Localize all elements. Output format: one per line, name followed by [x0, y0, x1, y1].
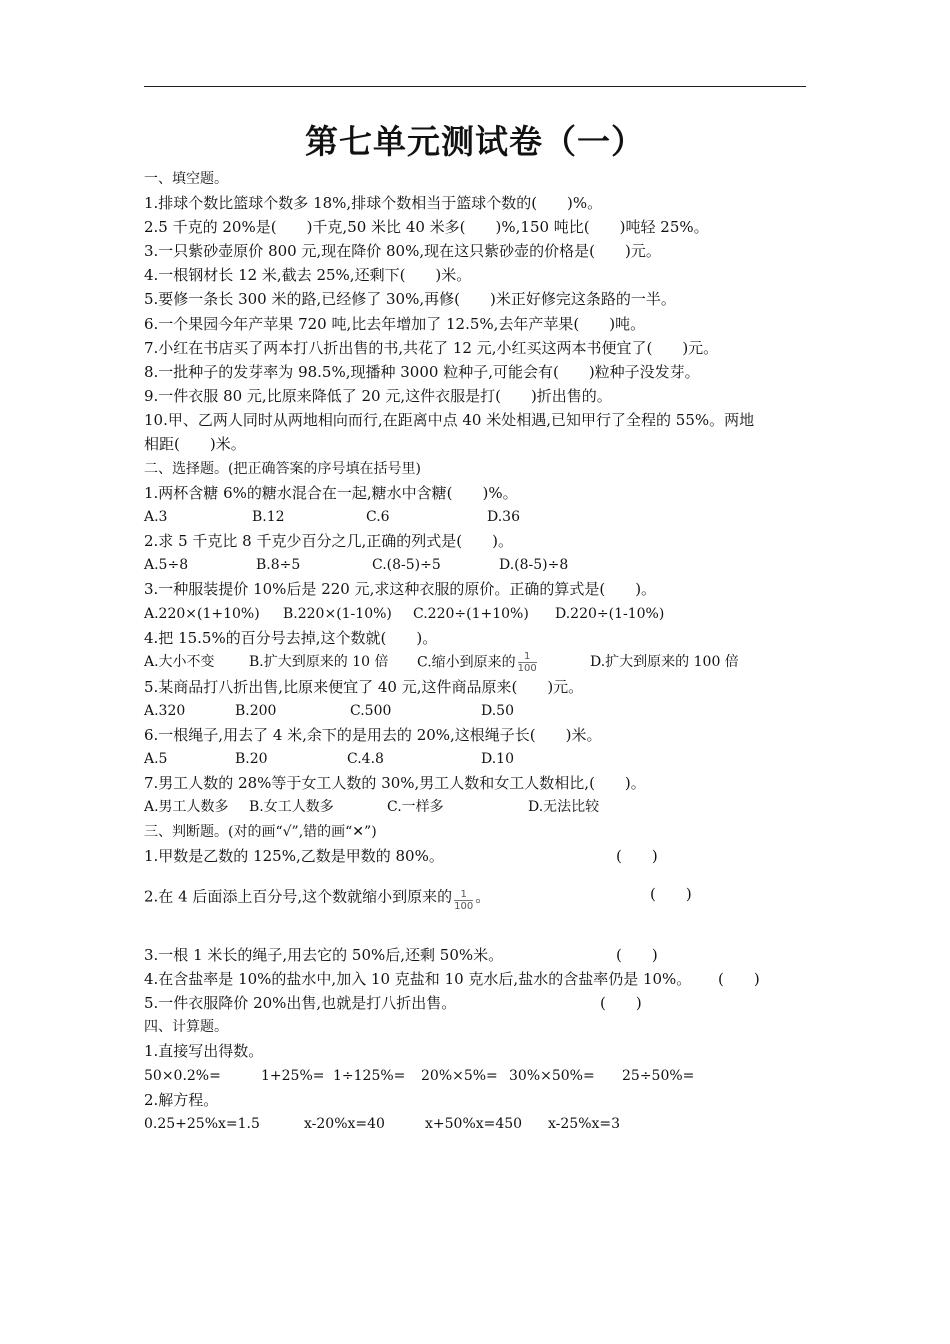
- choice-q3: 3.一种服装提价 10%后是 220 元,求这种衣服的原价。正确的算式是( )。: [144, 580, 657, 598]
- choice-q6-opt-a: A.5: [144, 751, 168, 767]
- choice-q3-opt-c: C.220÷(1+10%): [413, 606, 529, 622]
- choice-q3-opt-d: D.220÷(1-10%): [555, 606, 665, 622]
- choice-q5-opt-b: B.200: [235, 703, 277, 719]
- choice-q1-opt-b: B.12: [252, 509, 285, 525]
- calc-expr-5: 30%×50%=: [509, 1068, 595, 1084]
- choice-q5-opt-c: C.500: [350, 703, 392, 719]
- calc-expr-2: 1+25%=: [261, 1068, 325, 1084]
- fill-item-6: 6.一个果园今年产苹果 720 吨,比去年增加了 12.5%,去年产苹果( )吨。: [144, 315, 646, 333]
- calc-expr-6: 25÷50%=: [622, 1068, 695, 1084]
- calc-sub1: 1.直接写出得数。: [144, 1042, 264, 1060]
- choice-q7-opt-d: D.无法比较: [528, 799, 600, 815]
- judge-item-2-text: 2.在 4 后面添上百分号,这个数就缩小到原来的: [144, 887, 453, 906]
- fill-item-10-cont: 相距( )米。: [144, 435, 246, 453]
- equation-3: x+50%x=450: [425, 1116, 523, 1132]
- section1-heading: 一、填空题。: [144, 171, 228, 187]
- judge-item-3-answer: ( ): [616, 946, 658, 964]
- calc-sub2: 2.解方程。: [144, 1091, 219, 1109]
- choice-q1: 1.两杯含糖 6%的糖水混合在一起,糖水中含糖( )%。: [144, 484, 518, 502]
- fill-item-5: 5.要修一条长 300 米的路,已经修了 30%,再修( )米正好修完这条路的一半。: [144, 290, 676, 308]
- fill-item-10: 10.甲、乙两人同时从两地相向而行,在距离中点 40 米处相遇,已知甲行了全程的 55%。两地: [144, 411, 755, 429]
- calc-expr-1: 50×0.2%=: [144, 1068, 221, 1084]
- choice-q6-opt-d: D.10: [481, 751, 514, 767]
- section3-heading: 三、判断题。(对的画“√”,错的画“✕”): [144, 824, 377, 840]
- choice-q3-opt-a: A.220×(1+10%): [144, 606, 260, 622]
- fill-item-7: 7.小红在书店买了两本打八折出售的书,共花了 12 元,小红买这两本书便宜了( )元。: [144, 339, 719, 357]
- judge-item-5: 5.一件衣服降价 20%出售,也就是打八折出售。: [144, 994, 457, 1012]
- choice-q3-opt-b: B.220×(1-10%): [283, 606, 392, 622]
- choice-q6-opt-c: C.4.8: [347, 751, 384, 767]
- judge-item-4-answer: ( ): [718, 970, 760, 988]
- fill-item-4: 4.一根钢材长 12 米,截去 25%,还剩下( )米。: [144, 266, 472, 284]
- choice-q4-opt-c-text: C.缩小到原来的: [417, 654, 516, 671]
- fill-item-1: 1.排球个数比篮球个数多 18%,排球个数相当于篮球个数的( )%。: [144, 194, 603, 212]
- choice-q4-opt-b: B.扩大到原来的 10 倍: [249, 654, 389, 670]
- judge-item-2-answer: ( ): [650, 885, 692, 903]
- judge-item-2: 2.在 4 后面添上百分号,这个数就缩小到原来的 $\frac{1}{100}$ 。: [144, 887, 491, 912]
- judge-item-3: 3.一根 1 米长的绳子,用去它的 50%后,还剩 50%米。: [144, 946, 504, 964]
- header-rule: [144, 86, 806, 87]
- choice-q2-opt-d: D.(8-5)÷8: [499, 557, 569, 573]
- judge-item-4: 4.在含盐率是 10%的盐水中,加入 10 克盐和 10 克水后,盐水的含盐率仍是 10%。: [144, 970, 692, 988]
- choice-q1-opt-c: C.6: [366, 509, 390, 525]
- fill-item-8: 8.一批种子的发芽率为 98.5%,现播种 3000 粒种子,可能会有( )粒种子没发芽。: [144, 363, 700, 381]
- choice-q7-opt-b: B.女工人数多: [249, 799, 334, 815]
- judge-item-1: 1.甲数是乙数的 125%,乙数是甲数的 80%。: [144, 847, 444, 865]
- choice-q6-opt-b: B.20: [235, 751, 268, 767]
- choice-q7-opt-c: C.一样多: [387, 799, 444, 815]
- choice-q4-opt-c: [417, 651, 539, 674]
- choice-q5-opt-a: A.320: [144, 703, 186, 719]
- choice-q5-opt-d: D.50: [481, 703, 514, 719]
- page-title: 第七单元测试卷（一）: [305, 122, 645, 161]
- choice-q5: 5.某商品打八折出售,比原来便宜了 40 元,这件商品原来( )元。: [144, 678, 584, 696]
- section4-heading: 四、计算题。: [144, 1019, 228, 1035]
- choice-q4-opt-a: A.大小不变: [144, 654, 215, 670]
- calc-expr-3: 1÷125%=: [333, 1068, 406, 1084]
- fill-item-3: 3.一只紫砂壶原价 800 元,现在降价 80%,现在这只紫砂壶的价格是( )元。: [144, 242, 661, 260]
- choice-q2-opt-b: B.8÷5: [256, 557, 301, 573]
- one-hundredth-fraction: $\frac{1}{100}$: [517, 651, 537, 674]
- choice-q6: 6.一根绳子,用去了 4 米,余下的是用去的 20%,这根绳子长( )米。: [144, 726, 602, 744]
- section2-heading: 二、选择题。(把正确答案的序号填在括号里): [144, 461, 421, 477]
- choice-q2-opt-a: A.5÷8: [144, 557, 189, 573]
- choice-q1-opt-a: A.3: [144, 509, 168, 525]
- equation-4: x-25%x=3: [548, 1116, 621, 1132]
- choice-q2: 2.求 5 千克比 8 千克少百分之几,正确的列式是( )。: [144, 532, 513, 550]
- choice-q1-opt-d: D.36: [487, 509, 520, 525]
- one-hundredth-fraction: $\frac{1}{100}$: [454, 889, 474, 912]
- judge-item-1-answer: ( ): [616, 847, 658, 865]
- choice-q7-opt-a: A.男工人数多: [144, 799, 229, 815]
- choice-q4-opt-d: D.扩大到原来的 100 倍: [590, 654, 739, 670]
- judge-item-5-answer: ( ): [600, 994, 642, 1012]
- fill-item-9: 9.一件衣服 80 元,比原来降低了 20 元,这件衣服是打( )折出售的。: [144, 387, 612, 405]
- fill-item-2: 2.5 千克的 20%是( )千克,50 米比 40 米多( )%,150 吨比( )吨轻 25%。: [144, 218, 709, 236]
- choice-q2-opt-c: C.(8-5)÷5: [372, 557, 441, 573]
- choice-q4: 4.把 15.5%的百分号去掉,这个数就( )。: [144, 629, 438, 647]
- choice-q7: 7.男工人数的 28%等于女工人数的 30%,男工人数和女工人数相比,( )。: [144, 774, 646, 792]
- calc-expr-4: 20%×5%=: [421, 1068, 498, 1084]
- equation-1: 0.25+25%x=1.5: [144, 1116, 260, 1132]
- equation-2: x-20%x=40: [304, 1116, 385, 1132]
